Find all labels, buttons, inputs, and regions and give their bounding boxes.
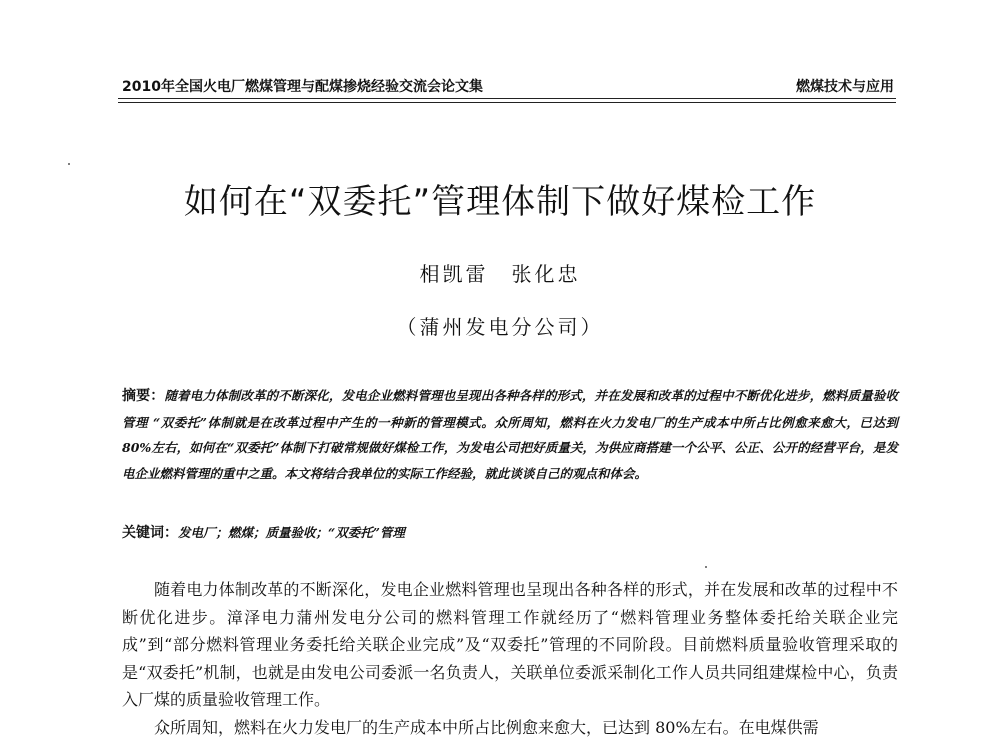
abstract-text: 随着电力体制改革的不断深化，发电企业燃料管理也呈现出各种各样的形式，并在发展和改革的过程中不断优化进步，燃料质量验收管理 “双委托”体制就是在改革过程中产生的一种新的管理模式。众所周知，燃料在火力发电厂的生产成本中所占比例愈来愈大，已达到 80%左右，如何在“双委托”体制下打破常规做好煤检工作，为发电公司把好质量关，为供应商搭建一个公平、公正、公开的经营平台，是发电企业燃料管理的重中之重。本文将结合我单位的实际工作经验，就此谈谈自己的观点和体会。 <box>122 388 898 481</box>
abstract-label: 摘要： <box>122 388 165 404</box>
keywords-text: 发电厂；燃煤；质量验收；“双委托”管理 <box>178 525 405 540</box>
scan-speck <box>68 163 70 165</box>
body-paragraph-2: 众所周知，燃料在火力发电厂的生产成本中所占比例愈来愈大，已达到 80%左右。在电煤供需 <box>154 717 819 737</box>
body-paragraph-1: 随着电力体制改革的不断深化，发电企业燃料管理也呈现出各种各样的形式，并在发展和改革的过程中不断优化进步。漳泽电力蒲州发电分公司的燃料管理工作就经历了“燃料管理业务整体委托给关联企业完成”到“部分燃料管理业务委托给关联企业完成”及“双委托”管理的不同阶段。目前燃料质量验收管理采取的是“双委托”机制，也就是由发电公司委派一名负责人，关联单位委派采制化工作人员共同组建煤检中心，负责入厂煤的质量验收管理工作。 <box>122 580 898 709</box>
paper-title: 如何在“双委托”管理体制下做好煤检工作 <box>183 182 817 222</box>
running-header-section: 燃煤技术与应用 <box>796 79 894 95</box>
body-text <box>122 576 898 741</box>
keywords-label: 关键词： <box>122 525 178 541</box>
paper-authors: 相凯雷 张化忠 <box>419 262 581 286</box>
scan-speck <box>705 566 707 568</box>
abstract-block <box>122 383 898 486</box>
keywords-block <box>122 522 898 542</box>
header-rule <box>118 98 896 99</box>
header-rule-thin <box>118 102 896 103</box>
paper-affiliation: （蒲州发电分公司） <box>396 315 604 339</box>
running-header-proceedings: 2010年全国火电厂燃煤管理与配煤掺烧经验交流会论文集 <box>122 79 483 95</box>
